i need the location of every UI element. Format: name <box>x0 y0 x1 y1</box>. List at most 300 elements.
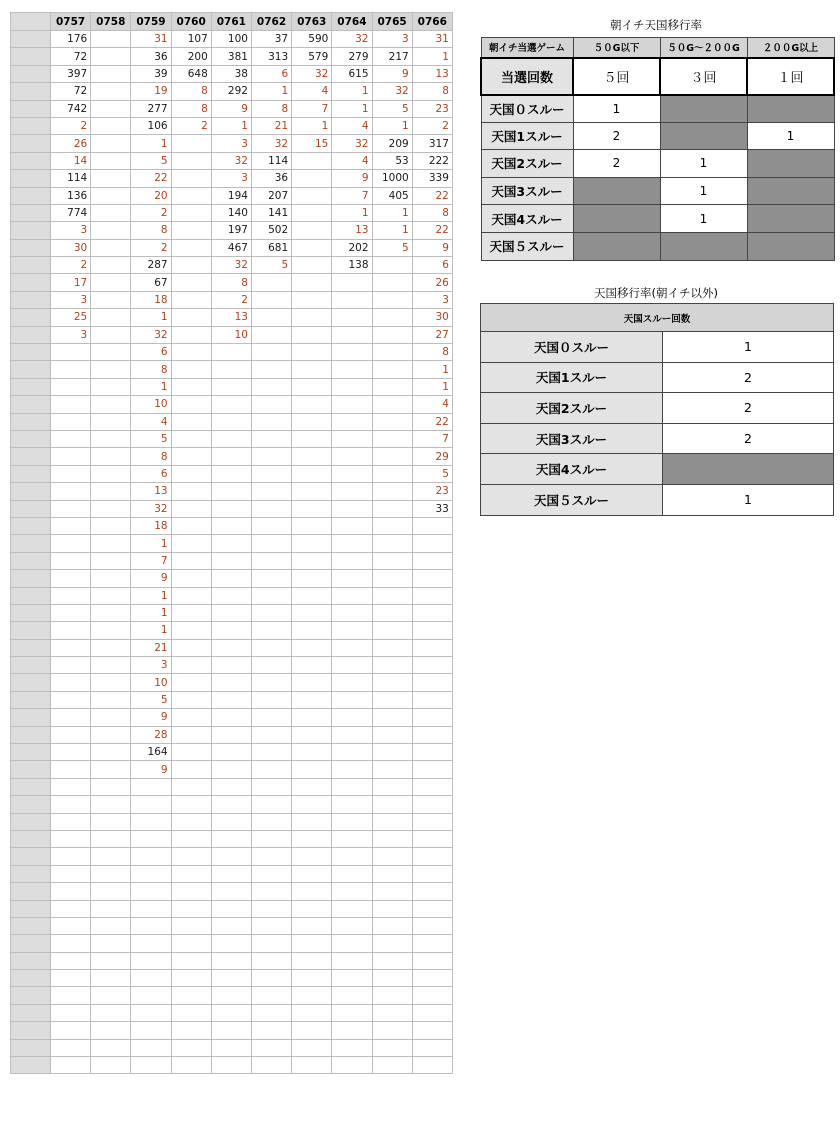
sheet-cell <box>292 691 332 708</box>
row-gutter <box>11 535 51 552</box>
sheet-row <box>11 361 453 378</box>
sheet-header-row <box>11 13 453 31</box>
morning-through-cell: 2 <box>573 122 660 150</box>
sheet-cell <box>171 744 211 761</box>
sheet-cell <box>91 483 131 500</box>
sheet-cell <box>91 326 131 343</box>
sheet-cell: 5 <box>131 691 171 708</box>
sheet-cell <box>332 274 372 291</box>
sheet-cell <box>131 1022 171 1039</box>
sheet-cell <box>131 1039 171 1056</box>
sheet-cell <box>251 309 291 326</box>
sheet-cell <box>51 552 91 569</box>
sheet-cell <box>372 1057 412 1074</box>
sheet-cell <box>131 883 171 900</box>
sheet-cell: 1000 <box>372 170 412 187</box>
sheet-cell: 194 <box>211 187 251 204</box>
sheet-cell <box>211 935 251 952</box>
sheet-cell <box>211 413 251 430</box>
sheet-row <box>11 552 453 569</box>
sheet-cell <box>171 344 211 361</box>
other-through-label: 天国4スルー <box>481 454 663 485</box>
sheet-cell <box>211 378 251 395</box>
sheet-cell <box>171 674 211 691</box>
sheet-cell: 4 <box>412 396 452 413</box>
morning-through-row <box>481 122 834 150</box>
sheet-cell <box>51 952 91 969</box>
row-gutter <box>11 848 51 865</box>
sheet-cell <box>171 152 211 169</box>
sheet-cell <box>412 744 452 761</box>
sheet-cell: 8 <box>131 361 171 378</box>
morning-through-label: 天国５スルー <box>481 232 573 260</box>
sheet-cell <box>372 622 412 639</box>
row-gutter <box>11 796 51 813</box>
sheet-row <box>11 344 453 361</box>
sheet-cell <box>372 1022 412 1039</box>
sheet-cell: 10 <box>131 674 171 691</box>
sheet-row <box>11 65 453 82</box>
sheet-row <box>11 326 453 343</box>
sheet-row <box>11 796 453 813</box>
morning-through-row <box>481 232 834 260</box>
sheet-cell <box>251 1057 291 1074</box>
sheet-cell: 31 <box>412 31 452 48</box>
sheet-cell <box>292 726 332 743</box>
sheet-cell: 176 <box>51 31 91 48</box>
row-gutter <box>11 31 51 48</box>
sheet-cell <box>171 691 211 708</box>
row-gutter <box>11 1039 51 1056</box>
sheet-cell: 4 <box>131 413 171 430</box>
sheet-row <box>11 274 453 291</box>
sheet-cell <box>251 657 291 674</box>
sheet-cell <box>211 848 251 865</box>
sheet-cell: 9 <box>131 570 171 587</box>
sheet-cell <box>91 639 131 656</box>
sheet-cell <box>292 622 332 639</box>
sheet-cell: 681 <box>251 239 291 256</box>
sheet-cell <box>91 570 131 587</box>
sheet-cell <box>372 639 412 656</box>
other-through-row <box>481 332 834 363</box>
sheet-cell <box>91 848 131 865</box>
sheet-cell <box>211 622 251 639</box>
row-gutter <box>11 900 51 917</box>
row-gutter <box>11 274 51 291</box>
sheet-cell <box>91 257 131 274</box>
sheet-cell <box>292 778 332 795</box>
sheet-cell <box>171 448 211 465</box>
sheet-cell: 4 <box>332 152 372 169</box>
sheet-cell: 114 <box>51 170 91 187</box>
morning-through-cell <box>573 205 660 233</box>
sheet-cell: 33 <box>412 500 452 517</box>
sheet-cell <box>251 430 291 447</box>
row-gutter <box>11 396 51 413</box>
morning-count-label: 当選回数 <box>481 58 573 95</box>
sheet-cell <box>51 813 91 830</box>
sheet-cell <box>171 848 211 865</box>
sheet-row <box>11 413 453 430</box>
sheet-cell <box>51 396 91 413</box>
sheet-cell <box>251 622 291 639</box>
sheet-cell <box>372 813 412 830</box>
sheet-cell <box>171 430 211 447</box>
sheet-cell: 8 <box>171 83 211 100</box>
sheet-cell <box>332 309 372 326</box>
row-gutter <box>11 344 51 361</box>
sheet-cell: 1 <box>332 204 372 221</box>
sheet-cell <box>211 483 251 500</box>
sheet-cell <box>131 865 171 882</box>
sheet-cell <box>171 813 211 830</box>
sheet-row <box>11 396 453 413</box>
sheet-cell <box>372 257 412 274</box>
sheet-row <box>11 830 453 847</box>
sheet-cell <box>91 500 131 517</box>
sheet-cell <box>51 657 91 674</box>
sheet-cell <box>292 848 332 865</box>
sheet-cell <box>292 500 332 517</box>
sheet-cell <box>292 187 332 204</box>
sheet-row <box>11 500 453 517</box>
sheet-cell <box>332 935 372 952</box>
sheet-cell <box>251 952 291 969</box>
row-gutter <box>11 83 51 100</box>
sheet-cell <box>171 187 211 204</box>
sheet-cell <box>332 465 372 482</box>
row-gutter <box>11 65 51 82</box>
sheet-cell <box>211 344 251 361</box>
sheet-cell: 7 <box>292 100 332 117</box>
sheet-cell <box>372 709 412 726</box>
sheet-row <box>11 291 453 308</box>
sheet-cell <box>51 883 91 900</box>
sheet-cell <box>211 813 251 830</box>
sheet-cell <box>251 570 291 587</box>
sheet-cell <box>131 970 171 987</box>
sheet-cell <box>372 465 412 482</box>
sheet-cell: 4 <box>332 117 372 134</box>
sheet-row <box>11 778 453 795</box>
row-gutter <box>11 570 51 587</box>
sheet-cell <box>171 1057 211 1074</box>
row-gutter <box>11 413 51 430</box>
sheet-cell: 9 <box>131 761 171 778</box>
sheet-cell <box>211 744 251 761</box>
sheet-cell <box>131 917 171 934</box>
row-gutter <box>11 1022 51 1039</box>
sheet-cell: 107 <box>171 31 211 48</box>
sheet-cell <box>332 570 372 587</box>
sheet-cell <box>51 570 91 587</box>
sheet-cell <box>51 378 91 395</box>
row-gutter <box>11 709 51 726</box>
morning-count-value: ５回 <box>573 58 660 95</box>
sheet-cell: 14 <box>51 152 91 169</box>
sheet-cell <box>251 1004 291 1021</box>
morning-header-cell: ５０G〜２００G <box>660 38 747 58</box>
sheet-row <box>11 257 453 274</box>
row-gutter <box>11 500 51 517</box>
sheet-cell <box>292 378 332 395</box>
sheet-cell <box>91 987 131 1004</box>
sheet-cell <box>51 796 91 813</box>
sheet-cell <box>332 796 372 813</box>
sheet-cell: 339 <box>412 170 452 187</box>
sheet-cell <box>51 344 91 361</box>
sheet-cell <box>91 709 131 726</box>
sheet-cell: 7 <box>412 430 452 447</box>
sheet-cell: 287 <box>131 257 171 274</box>
sheet-cell <box>292 222 332 239</box>
row-gutter <box>11 291 51 308</box>
sheet-column-header: 0760 <box>171 13 211 31</box>
sheet-row <box>11 639 453 656</box>
sheet-cell: 1 <box>412 378 452 395</box>
sheet-cell <box>332 761 372 778</box>
sheet-row <box>11 691 453 708</box>
sheet-cell <box>91 48 131 65</box>
sheet-cell <box>171 378 211 395</box>
other-through-cell: 2 <box>663 393 834 424</box>
row-gutter <box>11 483 51 500</box>
sheet-cell <box>372 552 412 569</box>
sheet-cell <box>211 570 251 587</box>
sheet-cell <box>51 361 91 378</box>
sheet-cell: 9 <box>332 170 372 187</box>
sheet-row <box>11 517 453 534</box>
sheet-row <box>11 100 453 117</box>
sheet-cell <box>412 1022 452 1039</box>
sheet-cell <box>131 813 171 830</box>
sheet-row <box>11 987 453 1004</box>
sheet-cell <box>171 987 211 1004</box>
sheet-cell <box>91 135 131 152</box>
sheet-cell <box>211 639 251 656</box>
sheet-column-header: 0764 <box>332 13 372 31</box>
sheet-cell <box>292 396 332 413</box>
row-gutter <box>11 639 51 656</box>
sheet-cell <box>211 970 251 987</box>
morning-count-value: １回 <box>747 58 834 95</box>
sheet-cell <box>332 952 372 969</box>
morning-through-cell <box>660 232 747 260</box>
sheet-row <box>11 170 453 187</box>
sheet-cell <box>51 517 91 534</box>
sheet-cell <box>292 291 332 308</box>
sheet-cell <box>332 865 372 882</box>
sheet-cell: 1 <box>251 83 291 100</box>
sheet-cell <box>91 830 131 847</box>
sheet-cell <box>171 709 211 726</box>
morning-through-cell <box>660 122 747 150</box>
sheet-cell: 2 <box>51 257 91 274</box>
sheet-cell <box>292 483 332 500</box>
morning-through-row <box>481 95 834 123</box>
sheet-cell <box>332 344 372 361</box>
sheet-row <box>11 31 453 48</box>
row-gutter <box>11 691 51 708</box>
sheet-cell <box>211 517 251 534</box>
sheet-cell: 5 <box>131 152 171 169</box>
sheet-cell <box>171 309 211 326</box>
sheet-cell <box>412 691 452 708</box>
sheet-cell <box>171 552 211 569</box>
sheet-cell <box>211 396 251 413</box>
sheet-cell <box>332 639 372 656</box>
sheet-cell <box>251 517 291 534</box>
morning-heaven-table <box>480 37 835 261</box>
sheet-cell <box>332 378 372 395</box>
sheet-row <box>11 726 453 743</box>
sheet-cell: 22 <box>412 187 452 204</box>
sheet-cell: 37 <box>251 31 291 48</box>
sheet-cell <box>292 309 332 326</box>
sheet-cell <box>372 448 412 465</box>
sheet-cell: 8 <box>412 83 452 100</box>
sheet-cell <box>91 1004 131 1021</box>
sheet-cell: 1 <box>372 204 412 221</box>
sheet-cell <box>332 448 372 465</box>
sheet-cell <box>251 726 291 743</box>
sheet-cell <box>171 239 211 256</box>
sheet-row <box>11 865 453 882</box>
sheet-cell <box>211 796 251 813</box>
sheet-cell <box>332 604 372 621</box>
sheet-column-header: 0766 <box>412 13 452 31</box>
sheet-cell: 72 <box>51 83 91 100</box>
sheet-cell: 1 <box>412 48 452 65</box>
sheet-cell <box>251 361 291 378</box>
sheet-cell <box>292 413 332 430</box>
sheet-cell <box>412 1039 452 1056</box>
sheet-cell <box>412 900 452 917</box>
sheet-cell <box>332 1022 372 1039</box>
sheet-row <box>11 570 453 587</box>
sheet-cell <box>251 326 291 343</box>
sheet-cell <box>372 291 412 308</box>
sheet-cell: 53 <box>372 152 412 169</box>
sheet-cell: 5 <box>412 465 452 482</box>
sheet-cell <box>91 204 131 221</box>
sheet-cell <box>51 604 91 621</box>
sheet-cell <box>332 987 372 1004</box>
sheet-cell <box>292 883 332 900</box>
sheet-cell <box>131 1004 171 1021</box>
sheet-cell <box>292 361 332 378</box>
sheet-cell <box>171 135 211 152</box>
sheet-cell <box>91 344 131 361</box>
sheet-cell: 32 <box>131 500 171 517</box>
sheet-cell <box>251 1039 291 1056</box>
sheet-cell <box>251 917 291 934</box>
sheet-cell <box>292 448 332 465</box>
sheet-cell <box>372 744 412 761</box>
morning-through-cell <box>747 150 834 178</box>
morning-through-cell: 2 <box>573 150 660 178</box>
sheet-cell <box>251 778 291 795</box>
sheet-cell <box>332 1004 372 1021</box>
sheet-cell <box>51 848 91 865</box>
sheet-cell: 200 <box>171 48 211 65</box>
sheet-cell <box>91 465 131 482</box>
morning-through-cell: 1 <box>660 205 747 233</box>
sheet-cell <box>211 1057 251 1074</box>
sheet-cell <box>332 552 372 569</box>
sheet-row <box>11 83 453 100</box>
sheet-cell <box>251 448 291 465</box>
morning-through-cell <box>573 232 660 260</box>
sheet-cell <box>292 639 332 656</box>
sheet-cell <box>171 830 211 847</box>
sheet-cell <box>91 274 131 291</box>
sheet-cell <box>332 726 372 743</box>
sheet-row <box>11 204 453 221</box>
sheet-cell: 9 <box>211 100 251 117</box>
row-gutter <box>11 970 51 987</box>
sheet-cell <box>332 744 372 761</box>
sheet-cell <box>131 830 171 847</box>
sheet-cell <box>91 31 131 48</box>
sheet-cell <box>211 465 251 482</box>
morning-count-value: ３回 <box>660 58 747 95</box>
morning-header-row <box>481 38 834 58</box>
sheet-cell: 8 <box>251 100 291 117</box>
sheet-cell <box>292 152 332 169</box>
sheet-cell <box>131 987 171 1004</box>
sheet-row <box>11 883 453 900</box>
row-gutter <box>11 622 51 639</box>
sheet-row <box>11 135 453 152</box>
sheet-cell: 18 <box>131 517 171 534</box>
sheet-cell <box>91 970 131 987</box>
sheet-column-header: 0759 <box>131 13 171 31</box>
sheet-cell <box>211 761 251 778</box>
sheet-cell: 39 <box>131 65 171 82</box>
sheet-cell: 8 <box>171 100 211 117</box>
sheet-cell: 197 <box>211 222 251 239</box>
other-through-row <box>481 423 834 454</box>
sheet-cell: 1 <box>131 535 171 552</box>
sheet-cell: 13 <box>332 222 372 239</box>
sheet-cell: 28 <box>131 726 171 743</box>
sheet-cell <box>251 1022 291 1039</box>
sheet-cell <box>292 274 332 291</box>
sheet-cell <box>91 152 131 169</box>
sheet-cell <box>211 1004 251 1021</box>
sheet-cell <box>51 413 91 430</box>
sheet-cell <box>211 900 251 917</box>
sheet-cell <box>332 778 372 795</box>
sheet-cell <box>412 587 452 604</box>
sheet-cell <box>251 587 291 604</box>
sheet-cell <box>211 448 251 465</box>
sheet-cell <box>251 970 291 987</box>
sheet-row <box>11 917 453 934</box>
sheet-cell <box>292 570 332 587</box>
sheet-row <box>11 465 453 482</box>
sheet-cell <box>292 204 332 221</box>
sheet-cell: 590 <box>292 31 332 48</box>
morning-through-cell <box>747 177 834 205</box>
sheet-cell <box>412 709 452 726</box>
sheet-cell <box>51 1039 91 1056</box>
sheet-cell: 20 <box>131 187 171 204</box>
sheet-cell <box>412 935 452 952</box>
morning-through-label: 天国０スルー <box>481 95 573 123</box>
